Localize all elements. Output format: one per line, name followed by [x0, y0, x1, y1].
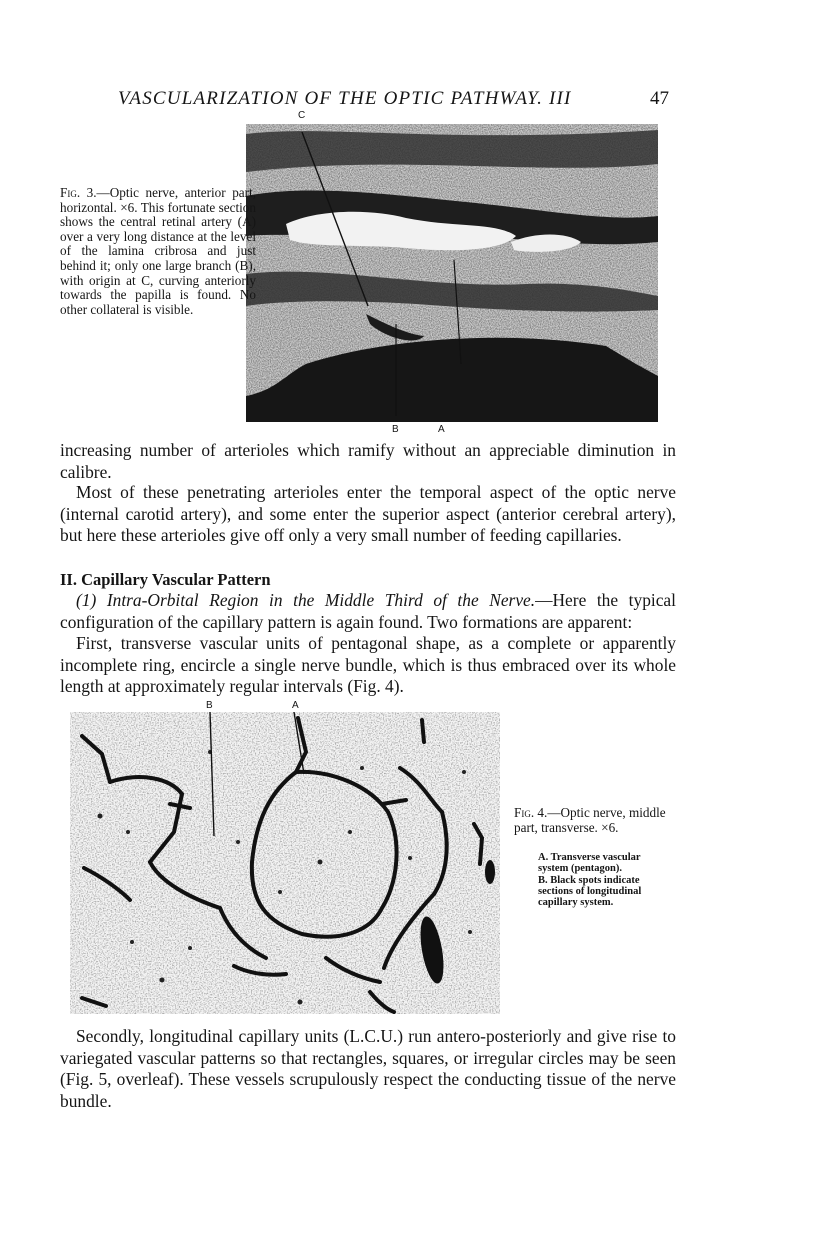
- paragraph-3-text: —Here the typical configuration of the capillary pattern is again found. Two formations are apparent:: [60, 590, 676, 632]
- figure-4-micrograph: [70, 712, 500, 1014]
- paragraph-1-text: increasing number of arterioles which ramify without an appreciable diminution in calibre.: [60, 440, 676, 482]
- figure-4-item-a: A. Transverse vascular system (pentagon).: [538, 852, 641, 874]
- figure-3-caption: [60, 186, 256, 317]
- figure-4-caption-items: [538, 852, 668, 909]
- paragraph-5-text: Secondly, longitudinal capillary units (L.C.U.) run antero-posteriorly and give rise to variegated vascular patterns so that rectangles, squares, or irregular circles may be seen (Fig. 5, overleaf). These vessels scrupulously respect the conducting tissue of the nerve bundle.: [60, 1026, 676, 1111]
- paragraph-2: [60, 482, 676, 547]
- fig4-label-a: A: [292, 700, 299, 711]
- figure-4-caption-body: —Optic nerve, middle part, transverse. ×6.: [514, 805, 666, 835]
- paragraph-4: [60, 633, 676, 698]
- fig3-label-a: A: [438, 424, 445, 435]
- fig3-label-c: C: [298, 110, 306, 121]
- section-heading: II. Capillary Vascular Pattern: [60, 570, 271, 589]
- paragraph-2-text: Most of these penetrating arterioles enter the temporal aspect of the optic nerve (internal carotid artery), and some enter the superior aspect (anterior cerebral artery), but here these arterioles give off only a very small number of feeding capillaries.: [60, 482, 676, 545]
- paragraph-5: [60, 1026, 676, 1112]
- fig4-label-b: B: [206, 700, 213, 711]
- figure-3-image: [246, 124, 658, 422]
- running-header-title: VASCULARIZATION OF THE OPTIC PATHWAY. III: [118, 88, 572, 109]
- paragraph-1: [60, 440, 676, 483]
- paragraph-3: [60, 590, 676, 633]
- page-number: 47: [650, 88, 669, 109]
- fig3-label-b: B: [392, 424, 399, 435]
- figure-4-item-b: B. Black spots indicate sections of longitudinal capillary system.: [538, 875, 642, 908]
- paragraph-3-italic: (1) Intra-Orbital Region in the Middle Third of the Nerve.: [76, 590, 536, 610]
- figure-4-caption: [514, 806, 674, 835]
- paragraph-4-text: First, transverse vascular units of pentagonal shape, as a complete or apparently incomplete ring, encircle a single nerve bundle, which is thus embraced over its whole length at approximately regular intervals (Fig. 4).: [60, 633, 676, 696]
- figure-4-caption-title: Fig. 4.: [514, 805, 548, 820]
- figure-3-caption-title: Fig. 3.: [60, 185, 97, 200]
- figure-3-micrograph: [246, 124, 658, 422]
- figure-3-caption-body: —Optic nerve, anterior part, horizontal. ×6. This fortunate section shows the central retinal artery (A) over a very long distance at the level of the lamina cribrosa and just behind it; only one large branch (B), with origin at C, curving anteriorly towards the papilla is found. No other collateral is visible.: [60, 185, 256, 317]
- figure-4-image: [70, 712, 500, 1014]
